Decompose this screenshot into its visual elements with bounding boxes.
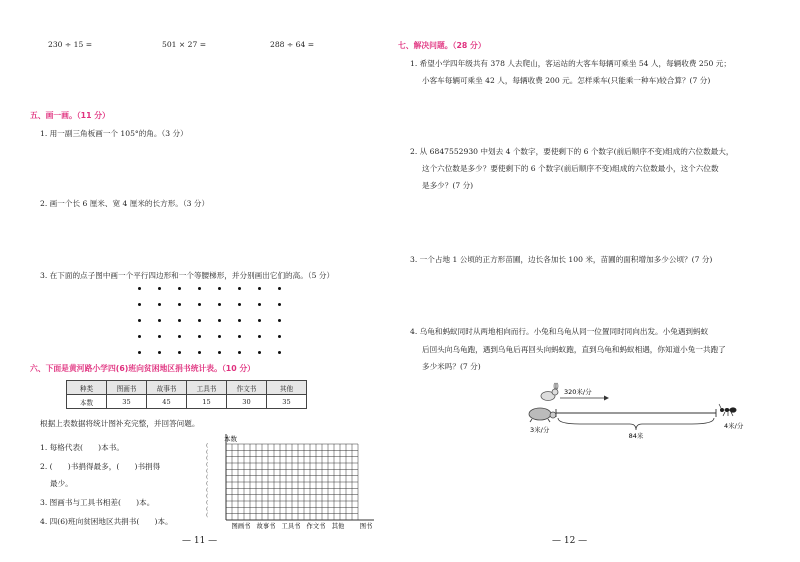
- grid-dot: [218, 319, 221, 322]
- grid-dot: [218, 351, 221, 354]
- grid-dot: [158, 335, 161, 338]
- page-number-right: — 12 —: [552, 536, 588, 546]
- section-7-title: 七、解决问题。（28 分）: [398, 41, 486, 50]
- table-header: 工具书: [187, 381, 227, 395]
- sec7-q3: 3. 一个占地 1 公顷的正方形苗圃，边长各加长 100 米，苗圃的面积增加多少公顷？(7 分): [410, 255, 713, 264]
- grid-dot: [238, 319, 241, 322]
- turtle-icon: [529, 408, 556, 422]
- grid-dot: [158, 351, 161, 354]
- sec6-instruction: 根据上表数据将统计图补充完整，并回答问题。: [40, 419, 200, 428]
- y-tick-blank: (: [206, 512, 209, 519]
- y-tick-blank: (: [206, 493, 209, 500]
- table-cell: 35: [267, 395, 307, 409]
- grid-dot: [218, 335, 221, 338]
- sec7-q2: 2. 从 6847552930 中划去 4 个数字，要使剩下的 6 个数字(前后顺序不变)组成的六位数最大，: [410, 147, 734, 156]
- sec6-q4: 4. 四(6)班向贫困地区共捐书( )本。: [40, 517, 173, 526]
- grid-dot: [258, 319, 261, 322]
- grid-dot: [238, 351, 241, 354]
- section-6-title: 六、下面是黄河路小学四(6)班向贫困地区捐书统计表。（10 分）: [30, 364, 255, 373]
- table-cell: 30: [227, 395, 267, 409]
- y-tick-blank: (: [206, 449, 209, 456]
- chart-category: 图画书: [231, 523, 251, 530]
- sec7-q4: 4. 乌龟和蚂蚁同时从两地相向而行。小兔和乌龟从同一位置同时同向出发。小兔遇到蚂蚁: [410, 327, 709, 336]
- chart-category: 故事书: [256, 523, 276, 530]
- table-header: 作文书: [227, 381, 267, 395]
- rabbit-speed: 320米/分: [564, 388, 592, 396]
- grid-dot: [238, 287, 241, 290]
- chart-ylabel: 本数: [224, 435, 237, 443]
- grid-dot: [138, 287, 141, 290]
- grid-dot: [178, 287, 181, 290]
- page-number-left: — 11 —: [182, 536, 218, 546]
- chart-category: 图书: [359, 523, 373, 530]
- table-cell: 15: [187, 395, 227, 409]
- grid-dot: [238, 303, 241, 306]
- sec6-q3: 3. 图画书与工具书相差( )本。: [40, 498, 155, 507]
- sec7-q2-cont2: 是多少？(7 分): [422, 181, 474, 190]
- turtle-speed: 3米/分: [530, 426, 550, 434]
- ant-icon: [719, 404, 737, 416]
- distance-brace: [558, 418, 714, 430]
- table-header: 其他: [267, 381, 307, 395]
- y-tick-blank: (: [206, 474, 209, 481]
- y-tick-blank: (: [206, 481, 209, 487]
- grid-dot: [178, 335, 181, 338]
- sec6-q2: 2. ( )书捐得最多，( )书捐得: [40, 462, 161, 471]
- sec7-q1: 1. 希望小学四年级共有 378 人去爬山，客运站的大客车每辆可乘坐 54 人，每辆收费 250 元；: [410, 59, 731, 68]
- grid-dot: [198, 319, 201, 322]
- grid-dot: [258, 287, 261, 290]
- table-header: 故事书: [147, 381, 187, 395]
- sec7-q4-cont2: 多少米吗？(7 分): [422, 362, 481, 371]
- y-tick-blank: (: [206, 506, 209, 513]
- grid-dot: [258, 351, 261, 354]
- blank-bar-chart[interactable]: [196, 432, 376, 532]
- grid-dot: [138, 335, 141, 338]
- y-tick-blank: (: [206, 462, 209, 468]
- motion-diagram: [520, 380, 780, 440]
- sec7-q2-cont1: 这个六位数是多少？要使剩下的 6 个数字(前后顺序不变)组成的六位数最小，这个六位数: [422, 164, 719, 173]
- y-tick-blank: (: [206, 468, 209, 475]
- sec5-q3: 3. 在下面的点子图中画一个平行四边形和一个等腰梯形，并分别画出它们的高。（5 分）: [40, 271, 335, 280]
- sec5-q1: 1. 用一副三角板画一个 105°的角。（3 分）: [40, 129, 188, 138]
- chart-category: 作文书: [306, 523, 326, 530]
- y-tick-blank: (: [206, 487, 209, 494]
- chart-category: 工具书: [281, 523, 301, 530]
- distance-label: 84米: [628, 432, 644, 440]
- grid-dot: [138, 351, 141, 354]
- grid-dot: [198, 351, 201, 354]
- calc-1: 230 ÷ 15 =: [48, 40, 93, 49]
- grid-dot: [178, 303, 181, 306]
- grid-dot: [158, 287, 161, 290]
- grid-dot: [218, 287, 221, 290]
- y-tick-blank: (: [206, 500, 209, 506]
- sec6-q2-cont: 最少。: [50, 479, 73, 488]
- rabbit-icon: [541, 383, 558, 401]
- sec7-q4-cont1: 后回头向乌龟跑，遇到乌龟后再回头向蚂蚁跑，直到乌龟和蚂蚁相遇，你知道小兔一共跑了: [422, 345, 726, 354]
- grid-dot: [278, 351, 281, 354]
- table-header: 图画书: [107, 381, 147, 395]
- book-stat-table: [66, 380, 307, 409]
- y-tick-blank: (: [206, 455, 209, 462]
- sec6-q1: 1. 每格代表( )本书。: [40, 443, 124, 452]
- grid-dot: [198, 287, 201, 290]
- arrow-head-icon: [604, 396, 609, 401]
- grid-dot: [218, 303, 221, 306]
- table-cell: 45: [147, 395, 187, 409]
- sec7-q1-cont: 小客车每辆可乘坐 42 人，每辆收费 200 元。怎样乘车(只能乘一种车)较合算？(7 分): [422, 76, 711, 85]
- sec5-q2: 2. 画一个长 6 厘米、宽 4 厘米的长方形。（3 分）: [40, 199, 210, 208]
- grid-dot: [198, 303, 201, 306]
- grid-dot: [278, 287, 281, 290]
- grid-dot: [178, 351, 181, 354]
- grid-dot: [278, 319, 281, 322]
- grid-dot: [278, 335, 281, 338]
- ant-speed: 4米/分: [724, 422, 744, 430]
- section-5-title: 五、画一画。（11 分）: [30, 111, 110, 120]
- table-row-label: 本数: [67, 395, 107, 409]
- table-header: 种类: [67, 381, 107, 395]
- chart-category: 其他: [331, 523, 345, 530]
- grid-dot: [278, 303, 281, 306]
- calc-3: 288 ÷ 64 =: [270, 40, 315, 49]
- grid-dot: [198, 335, 201, 338]
- grid-dot: [158, 303, 161, 306]
- grid-dot: [178, 319, 181, 322]
- grid-dot: [138, 319, 141, 322]
- grid-dot: [158, 319, 161, 322]
- grid-dot: [258, 303, 261, 306]
- grid-dot: [138, 303, 141, 306]
- calc-2: 501 × 27 =: [162, 40, 207, 49]
- table-cell: 35: [107, 395, 147, 409]
- y-tick-blank: (: [206, 443, 209, 449]
- grid-dot: [238, 335, 241, 338]
- grid-dot: [258, 335, 261, 338]
